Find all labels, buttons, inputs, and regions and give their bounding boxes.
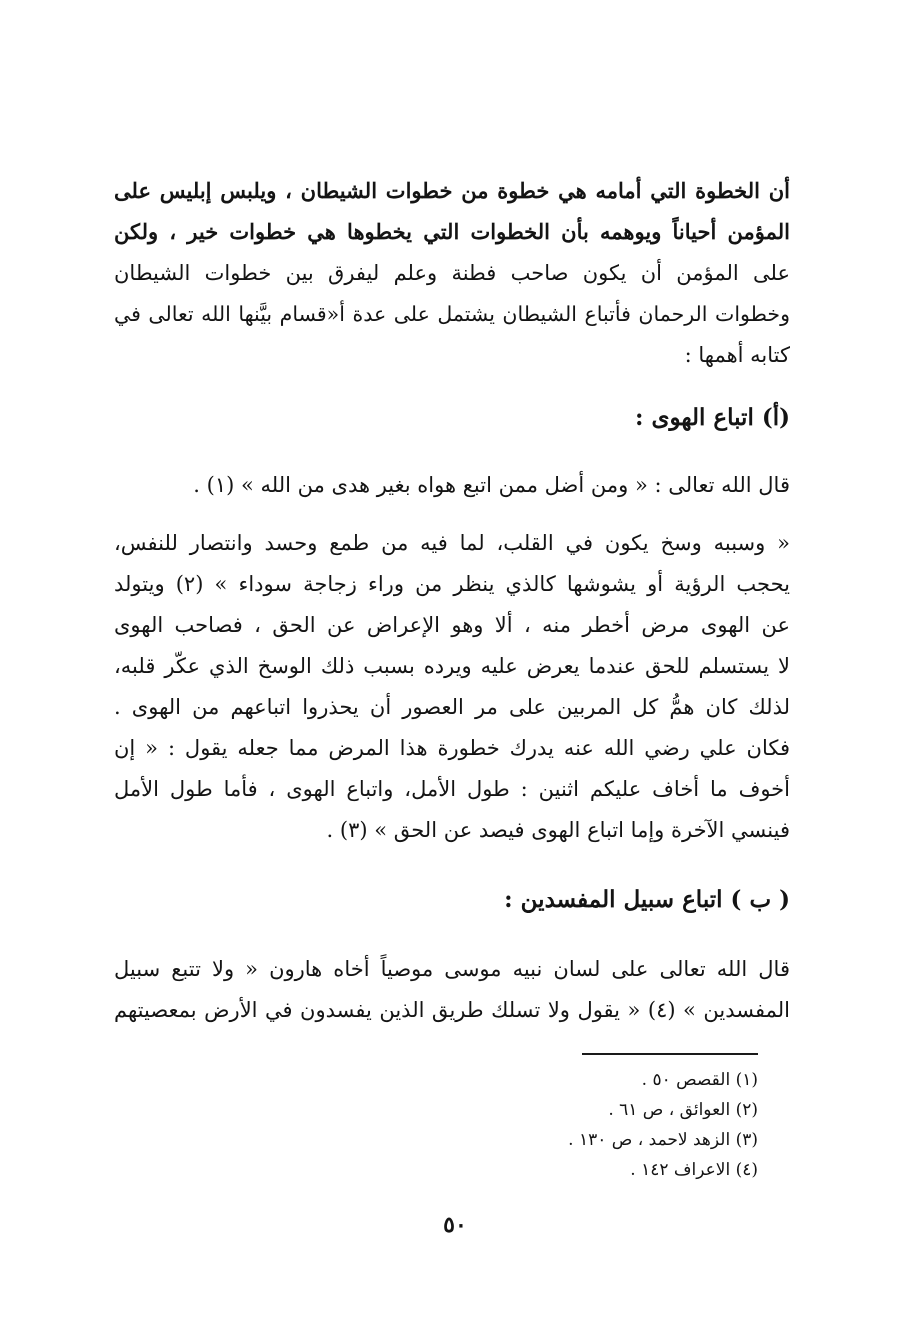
paragraph-line: لذلك كان همُّ كل المربين على مر العصور أن يحذروا اتباعهم من الهوى . [114, 695, 790, 719]
footnote-3: (٣) الزهد لاحمد ، ص ١٣٠ . [568, 1130, 758, 1150]
intro-line: وخطوات الرحمان فأتباع الشيطان يشتمل على عدة أ«قسام بيَّنها الله تعالى في [114, 302, 790, 326]
footnote-4: (٤) الاعراف ١٤٢ . [630, 1160, 758, 1180]
intro-line: كتابه أهمها : [684, 343, 790, 367]
footnote-2: (٢) العوائق ، ص ٦١ . [608, 1100, 758, 1120]
paragraph-line: فكان علي رضي الله عنه يدرك خطورة هذا المرض مما جعله يقول : « إن [114, 736, 790, 760]
section-a-heading: (أ) اتباع الهوى : [634, 404, 790, 431]
intro-line: أن الخطوة التي أمامه هي خطوة من خطوات الشيطان ، ويلبس إبليس على [114, 178, 790, 203]
quote-line: قال الله تعالى : « ومن أضل ممن اتبع هواه بغير هدى من الله » (١) . [193, 473, 790, 497]
page-number: ٥٠ [443, 1212, 467, 1238]
section-a-quote [114, 470, 790, 504]
paragraph-line: « وسببه وسخ يكون في القلب، لما فيه من طمع وحسد وانتصار للنفس، [114, 531, 790, 555]
paragraph-line: قال الله تعالى على لسان نبيه موسى موصياً أخاه هارون « ولا تتبع سبيل [114, 957, 790, 981]
footnote-divider [582, 1053, 758, 1055]
section-b-heading: ( ب ) اتباع سبيل المفسدين : [504, 886, 790, 913]
intro-line: المؤمن أحياناً ويوهمه بأن الخطوات التي يخطوها هي خطوات خير ، ولكن [114, 219, 790, 244]
paragraph-line: عن الهوى مرض أخطر منه ، ألا وهو الإعراض عن الحق ، فصاحب الهوى [114, 613, 790, 637]
section-b-paragraph [114, 954, 790, 1034]
paragraph-line: يحجب الرؤية أو يشوشها كالذي ينظر من وراء زجاجة سوداء » (٢) ويتولد [114, 572, 790, 596]
paragraph-line: أخوف ما أخاف عليكم اثنين : طول الأمل، واتباع الهوى ، فأما طول الأمل [114, 777, 790, 801]
paragraph-line: فينسي الآخرة وإما اتباع الهوى فيصد عن الحق » (٣) . [326, 818, 790, 842]
paragraph-line: المفسدين » (٤) « يقول ولا تسلك طريق الذين يفسدون في الأرض بمعصيتهم [114, 998, 790, 1022]
section-a-paragraph [114, 528, 790, 858]
intro-line: على المؤمن أن يكون صاحب فطنة وعلم ليفرق بين خطوات الشيطان [114, 261, 790, 285]
intro-paragraph [114, 176, 790, 396]
paragraph-line: لا يستسلم للحق عندما يعرض عليه ويرده بسبب ذلك الوسخ الذي عكّر قلبه، [114, 654, 790, 678]
footnote-1: (١) القصص ٥٠ . [641, 1070, 758, 1090]
